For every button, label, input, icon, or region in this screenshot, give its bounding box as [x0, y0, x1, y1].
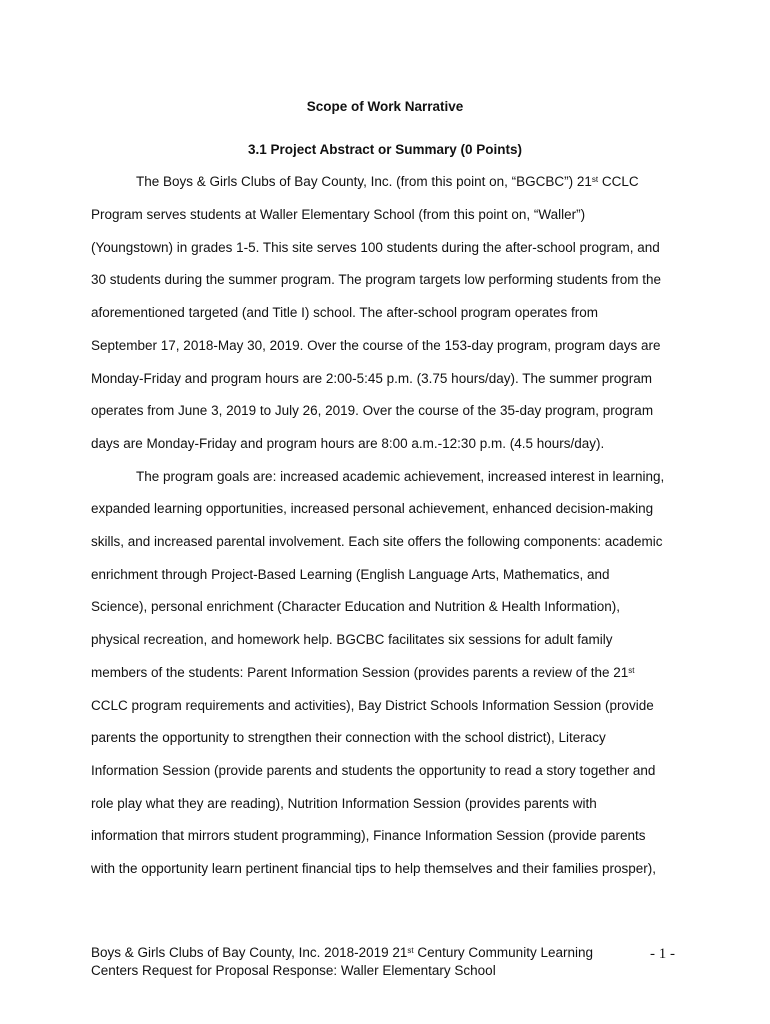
page-number: - 1 - — [650, 946, 675, 962]
paragraph-1-line-2: Program serves students at Waller Elementary School (from this point on, “Waller”) — [91, 207, 586, 222]
paragraph-1-line-6: September 17, 2018-May 30, 2019. Over the course of the 153-day program, program days are — [91, 338, 661, 353]
paragraph-1-line-1 — [136, 173, 639, 191]
paragraph-2-line-9: parents the opportunity to strengthen their connection with the school district), Literacy — [91, 730, 606, 745]
paragraph-2-line-6: physical recreation, and homework help. BGCBC facilitates six sessions for adult family — [91, 632, 613, 647]
paragraph-2-line-3: skills, and increased parental involvement. Each site offers the following components: academic — [91, 534, 663, 549]
text-span: The Boys & Girls Clubs of Bay County, Inc. (from this point on, “BGCBC”) 21 — [136, 174, 592, 189]
paragraph-2-line-13: with the opportunity learn pertinent financial tips to help themselves and their families prosper), — [91, 861, 657, 876]
paragraph-1-line-4: 30 students during the summer program. The program targets low performing students from the — [91, 272, 662, 287]
superscript: st — [628, 666, 635, 675]
footer-line-1 — [91, 944, 593, 962]
paragraph-1-line-5: aforementioned targeted (and Title I) school. The after-school program operates from — [91, 305, 599, 320]
text-span: members of the students: Parent Information Session (provides parents a review of the 21 — [91, 665, 629, 680]
paragraph-2-line-7 — [91, 664, 635, 682]
paragraph-2-line-5: Science), personal enrichment (Character Education and Nutrition & Health Information), — [91, 599, 621, 614]
text-span: CCLC — [598, 174, 639, 189]
paragraph-2-line-12: information that mirrors student programming), Finance Information Session (provide parents — [91, 828, 646, 843]
superscript: st — [407, 946, 414, 955]
paragraph-2-line-8: CCLC program requirements and activities), Bay District Schools Information Session (provide — [91, 698, 654, 713]
superscript: st — [591, 175, 599, 184]
paragraph-1-line-9: days are Monday-Friday and program hours are 8:00 a.m.-12:30 p.m. (4.5 hours/day). — [91, 436, 605, 451]
text-span: Century Community Learning — [413, 945, 593, 960]
section-heading: 3.1 Project Abstract or Summary (0 Points) — [247, 142, 523, 157]
document-title: Scope of Work Narrative — [306, 99, 464, 114]
paragraph-2-line-4: enrichment through Project-Based Learning (English Language Arts, Mathematics, and — [91, 567, 610, 582]
footer-line-2: Centers Request for Proposal Response: Waller Elementary School — [91, 963, 496, 978]
paragraph-2-line-2: expanded learning opportunities, increased personal achievement, enhanced decision-making — [91, 501, 654, 516]
paragraph-2-line-11: role play what they are reading), Nutrition Information Session (provides parents with — [91, 796, 597, 811]
paragraph-1-line-7: Monday-Friday and program hours are 2:00-5:45 p.m. (3.75 hours/day). The summer program — [91, 371, 653, 386]
paragraph-1-line-8: operates from June 3, 2019 to July 26, 2019. Over the course of the 35-day program, program — [91, 403, 654, 418]
paragraph-2-line-10: Information Session (provide parents and students the opportunity to read a story together and — [91, 763, 656, 778]
paragraph-1-line-3: (Youngstown) in grades 1-5. This site serves 100 students during the after-school program, and — [91, 240, 660, 255]
text-span: Boys & Girls Clubs of Bay County, Inc. 2018-2019 21 — [91, 945, 408, 960]
page-footer — [91, 944, 593, 980]
paragraph-2-line-1: The program goals are: increased academic achievement, increased interest in learning, — [136, 469, 665, 484]
